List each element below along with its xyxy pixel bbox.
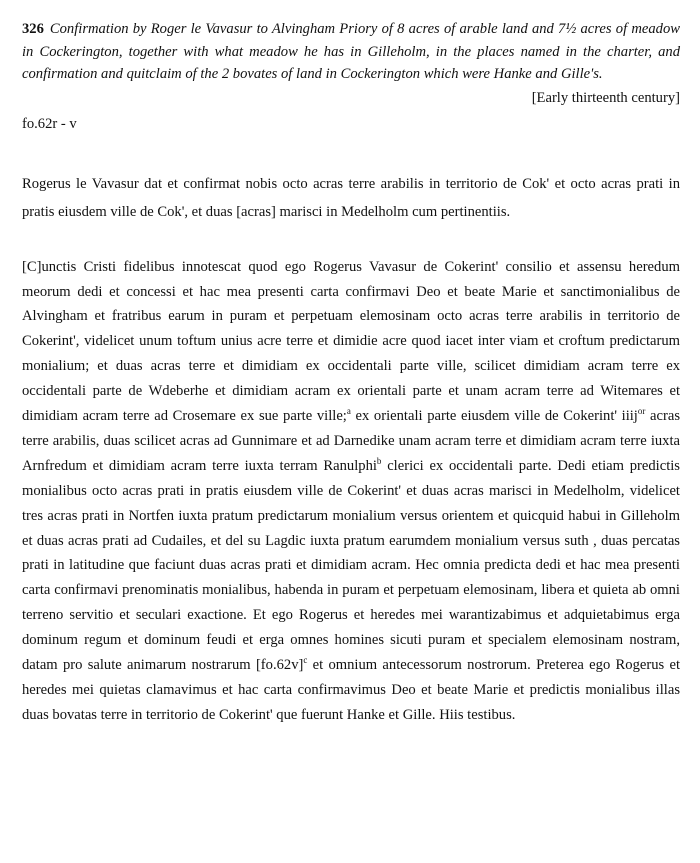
- summary-paragraph: Rogerus le Vavasur dat et confirmat nobis octo acras terre arabilis in territorio de Cok' et octo acras prati in pratis eiusdem ville de Cok', et duas [acras] marisci in Medelholm cum pertinentiis.: [22, 175, 680, 221]
- footnote-marker-b: b: [376, 455, 382, 466]
- charter-text: [22, 255, 680, 728]
- entry-heading: [22, 18, 680, 86]
- charter-text-part: ex orientali parte eiusdem ville de Cokerint' iiij: [350, 408, 638, 425]
- footnote-marker-a: a: [346, 406, 351, 417]
- ordinal-superscript: or: [637, 406, 646, 417]
- entry-title: Confirmation by Roger le Vavasur to Alvingham Priory of 8 acres of arable land and 7½ acres of meadow in Cockerington, together with what meadow he has in Gilleholm, in the places named in the charter, and confirmation and quitclaim of the 2 bovates of land in Cockerington which were Hanke and Gille's.: [22, 21, 680, 83]
- charter-text-part: et omnium antecessorum nostrorum. Preterea ego Rogerus et heredes mei quietas clamavimus et hac carta confirmavimus Deo et beate Marie et predictis monialibus illas duas bovatas terre in territorio de Cokerint' que fuerunt Hanke et Gille. Hiis testibus.: [22, 657, 680, 723]
- charter-text-part: acras terre arabilis, duas scilicet acras ad Gunnimare et ad Darnedike unam acram terre et dimidiam acram terre iuxta Arnfredum et dimidiam acram terre iuxta terram Ranulphi: [22, 408, 680, 474]
- folio-reference: fo.62r - v: [22, 115, 77, 132]
- charter-text-part: [C]unctis Cristi fidelibus innotescat quod ego Rogerus Vavasur de Cokerint' consilio et assensu heredum meorum dedi et concessi et hac mea presenti carta confirmavi Deo et beate Marie et sanctimonialibus de Alvingham et fratribus earum in puram et perpetuam elemosinam octo acras terre arabilis in territorio de Cokerint', videlicet unum toftum unius acre terre et dimidie acre quod iacet inter viam et croftum predictarum monialium; et duas acras terre et dimidiam ex occidentali parte ville, scilicet dimidiam acram terre ex occidentali parte de Wdeberhe et dimidiam acram ex orientali parte et unam acram terre ad Witemares et dimidiam acram terre ad Crosemare ex sue parte ville;: [22, 258, 680, 425]
- charter-text-part: clerici ex occidentali parte. Dedi etiam predictis monialibus octo acras prati in pratis eiusdem ville de Cokerint' et duas acras marisci in Medelholm, videlicet tres acras prati in Nortfen iuxta pratum predictarum monialium versus orientem et quicquid habui in Gilleholm et duas acras prati ad Cudailes, et del su Lagdic iuxta pratum earumdem monialium versus suth , duas percatas prati in latitudine que faciunt duas acras prati et dimidiam acram. Hec omnia predicta dedi et hac mea presenti carta confirmavi prenominatis monialibus, habenda in puram et perpetuam elemosinam, libera et quieta ab omni terreno servitio et seculari exactione. Et ego Rogerus et heredes mei warantizabimus et adquietabimus erga dominum regum et dominum feudi et erga omnes homines sicuti puram et specialem elemosinam nostram, datam pro salute animarum nostrarum [fo.62v]: [22, 457, 680, 674]
- entry-date: [Early thirteenth century]: [531, 89, 680, 106]
- footnote-marker-c: c: [303, 655, 308, 666]
- entry-number: 326: [22, 21, 44, 37]
